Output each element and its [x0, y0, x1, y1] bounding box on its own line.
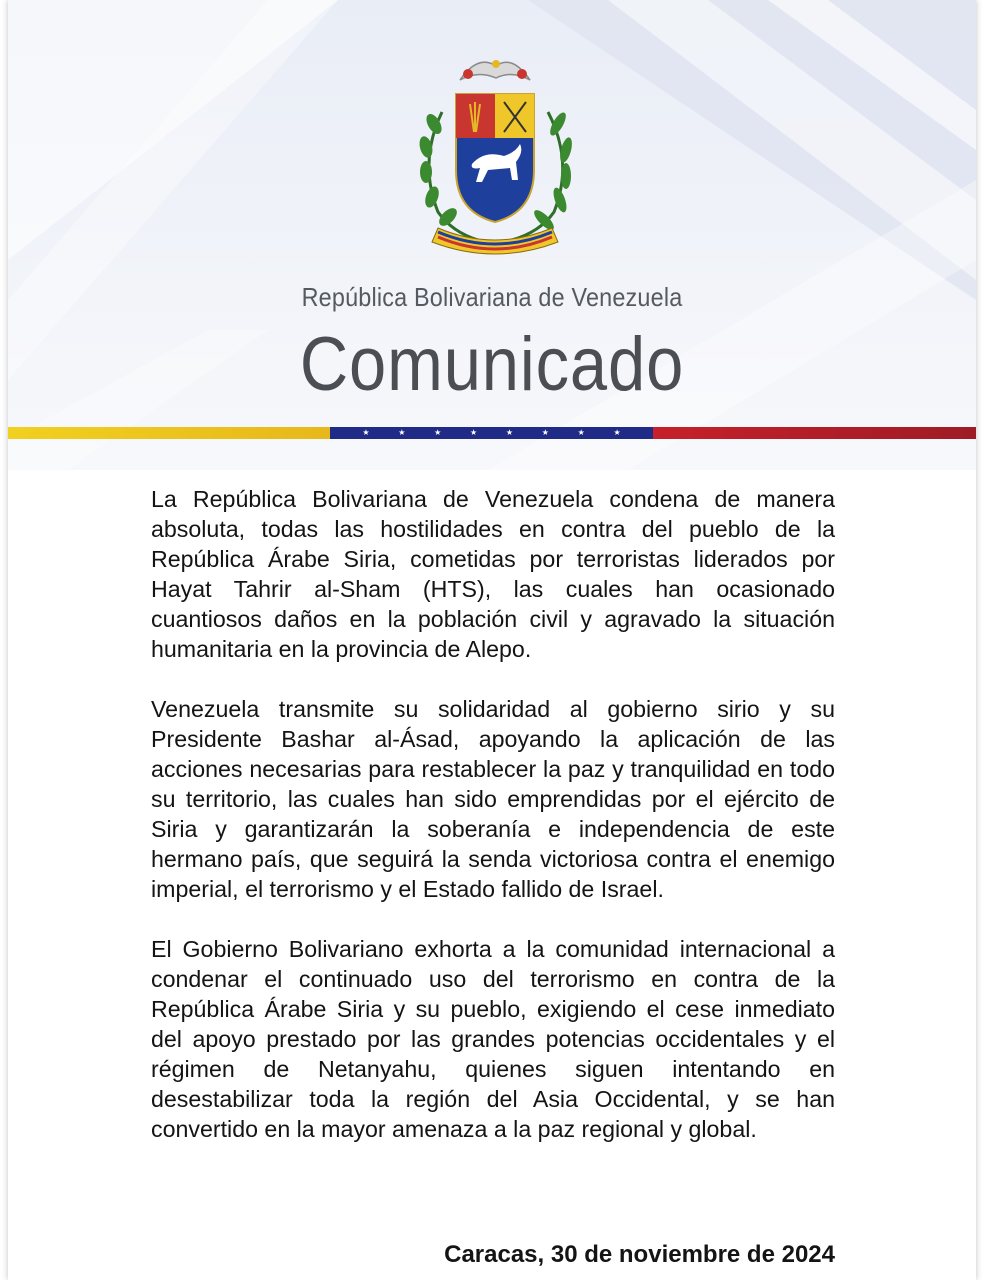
- flag-yellow-band: [8, 427, 330, 439]
- venezuela-coat-of-arms-icon: [408, 52, 582, 262]
- flag-star-icon: ★: [398, 428, 406, 437]
- page-title: Comunicado: [299, 322, 685, 407]
- flag-star-icon: ★: [577, 428, 585, 437]
- flag-red-band: [653, 427, 976, 439]
- flag-blue-band: [330, 427, 653, 439]
- flag-star-icon: ★: [613, 428, 621, 437]
- document-page: [8, 0, 976, 1280]
- communique-body: [151, 484, 835, 1174]
- place-and-date: Caracas, 30 de noviembre de 2024: [444, 1241, 835, 1268]
- flag-star-icon: ★: [362, 428, 370, 437]
- flag-star-icon: ★: [541, 428, 549, 437]
- flag-star-icon: ★: [505, 428, 514, 437]
- header-banner: [8, 0, 976, 470]
- flag-star-icon: ★: [434, 428, 442, 437]
- flag-stripe: [8, 427, 976, 439]
- paragraph-1: La República Bolivariana de Venezuela condena de manera absoluta, todas las hostilidades en contra del pueblo de la República Árabe Siria, cometidas por terroristas liderados por Hayat Tahrir al-Sham (HTS), las cuales han ocasionado cuantiosos daños en la población civil y agravado la situación humanitaria en la provincia de Alepo.: [151, 486, 835, 662]
- issuing-country: República Bolivariana de Venezuela: [301, 282, 683, 312]
- paragraph-2: Venezuela transmite su solidaridad al gobierno sirio y su Presidente Bashar al-Ásad, apoyando la aplicación de las acciones necesarias para restablecer la paz y tranquilidad en todo su territorio, las cuales han sido emprendidas por el ejército de Siria y garantizarán la soberanía e independencia de este hermano país, que seguirá la senda victoriosa contra el enemigo imperial, el terrorismo y el Estado fallido de Israel.: [151, 696, 835, 902]
- flag-star-icon: ★: [469, 428, 478, 437]
- paragraph-3: El Gobierno Bolivariano exhorta a la comunidad internacional a condenar el continuado uso del terrorismo en contra de la República Árabe Siria y su pueblo, exigiendo el cese inmediato del apoyo prestado por las grandes potencias occidentales y el régimen de Netanyahu, quienes siguen intentando en desestabilizar toda la región del Asia Occidental, y se han convertido en la mayor amenaza a la paz regional y global.: [151, 936, 835, 1142]
